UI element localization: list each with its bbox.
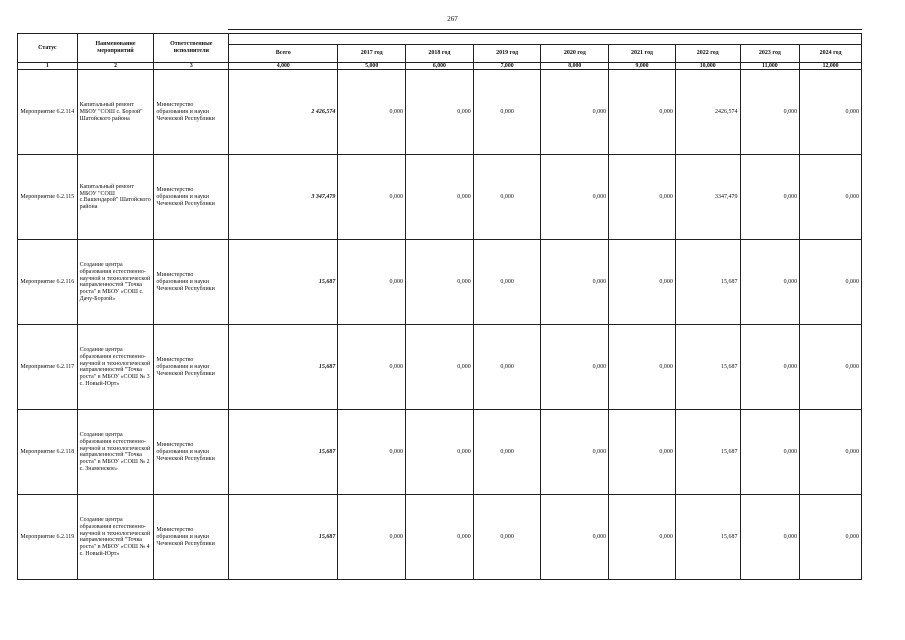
total-cell: 2 426,574	[229, 70, 338, 155]
year-value-cell: 0,000	[473, 240, 541, 325]
header-top-rule	[228, 29, 862, 30]
total-cell: 15,687	[229, 410, 338, 495]
year-value-cell: 0,000	[800, 495, 862, 580]
column-number: 8,000	[541, 63, 609, 70]
year-value-cell: 0,000	[406, 495, 474, 580]
table-row	[18, 70, 862, 155]
year-value-cell: 0,000	[338, 240, 406, 325]
year-value-cell: 15,687	[675, 495, 740, 580]
year-value-cell: 0,000	[473, 410, 541, 495]
status-cell: Мероприятие 6.2.116	[18, 240, 78, 325]
column-number: 12,000	[800, 63, 862, 70]
year-value-cell: 0,000	[406, 325, 474, 410]
event-name-cell: Создание центра образования естественно-научной и технологической направленностей "Точка роста" в МБОУ «СОШ с. Дачу-Борзой»	[77, 240, 154, 325]
table-row	[18, 410, 862, 495]
header-funding-group	[229, 34, 862, 45]
year-value-cell: 0,000	[800, 155, 862, 240]
header-name: Наименование мероприятий	[77, 34, 154, 63]
status-cell: Мероприятие 6.2.115	[18, 155, 78, 240]
year-value-cell: 0,000	[740, 410, 800, 495]
year-value-cell: 0,000	[740, 325, 800, 410]
column-number: 5,000	[338, 63, 406, 70]
column-number: 1	[18, 63, 78, 70]
year-value-cell: 0,000	[541, 325, 609, 410]
responsible-cell: Министерство образования и науки Чеченской Республики	[154, 410, 229, 495]
header-year: 2021 год	[609, 45, 676, 63]
column-number: 6,000	[406, 63, 474, 70]
header-responsible: Ответственные исполнители	[154, 34, 229, 63]
year-value-cell: 0,000	[800, 325, 862, 410]
year-value-cell: 0,000	[609, 240, 676, 325]
total-cell: 15,687	[229, 325, 338, 410]
table-row	[18, 240, 862, 325]
column-number: 3	[154, 63, 229, 70]
year-value-cell: 2426,574	[675, 70, 740, 155]
header-year: 2018 год	[406, 45, 474, 63]
year-value-cell: 0,000	[338, 325, 406, 410]
total-cell: 15,687	[229, 495, 338, 580]
column-numbers-row	[18, 63, 862, 70]
year-value-cell: 0,000	[406, 155, 474, 240]
event-name-cell: Капитальный ремонт МБОУ "СОШ с.Вашендарой" Шатойского района	[77, 155, 154, 240]
year-value-cell: 0,000	[800, 410, 862, 495]
total-cell: 15,687	[229, 240, 338, 325]
status-cell: Мероприятие 6.2.114	[18, 70, 78, 155]
year-value-cell: 0,000	[338, 410, 406, 495]
page-number: 267	[447, 15, 458, 23]
column-number: 9,000	[609, 63, 676, 70]
event-name-cell: Создание центра образования естественно-научной и технологической направленностей "Точка роста" в МБОУ «СОШ № 2 с. Знаменское»	[77, 410, 154, 495]
header-year: 2022 год	[675, 45, 740, 63]
responsible-cell: Министерство образования и науки Чеченской Республики	[154, 240, 229, 325]
status-cell: Мероприятие 6.2.119	[18, 495, 78, 580]
year-value-cell: 0,000	[473, 70, 541, 155]
table-header	[18, 34, 862, 63]
table-row	[18, 325, 862, 410]
responsible-cell: Министерство образования и науки Чеченской Республики	[154, 495, 229, 580]
event-name-cell: Создание центра образования естественно-научной и технологической направленностей "Точка роста" в МБОУ «СОШ № 3 с. Новый-Юрт»	[77, 325, 154, 410]
column-number: 10,000	[675, 63, 740, 70]
year-value-cell: 0,000	[541, 240, 609, 325]
budget-table	[17, 33, 862, 580]
responsible-cell: Министерство образования и науки Чеченской Республики	[154, 70, 229, 155]
table-row	[18, 155, 862, 240]
table-body	[18, 63, 862, 580]
year-value-cell: 0,000	[406, 410, 474, 495]
year-value-cell: 0,000	[541, 70, 609, 155]
year-value-cell: 0,000	[740, 495, 800, 580]
column-number: 11,000	[740, 63, 800, 70]
year-value-cell: 0,000	[406, 70, 474, 155]
year-value-cell: 0,000	[473, 155, 541, 240]
year-value-cell: 0,000	[609, 325, 676, 410]
year-value-cell: 0,000	[338, 155, 406, 240]
year-value-cell: 0,000	[406, 240, 474, 325]
header-year: 2023 год	[740, 45, 800, 63]
event-name-cell: Создание центра образования естественно-научной и технологической направленностей "Точка роста" в МБОУ «СОШ № 4 с. Новый-Юрт»	[77, 495, 154, 580]
header-total: Всего	[229, 45, 338, 63]
responsible-cell: Министерство образования и науки Чеченской Республики	[154, 155, 229, 240]
year-value-cell: 0,000	[609, 155, 676, 240]
header-status: Статус	[18, 34, 78, 63]
year-value-cell: 0,000	[740, 240, 800, 325]
year-value-cell: 0,000	[338, 70, 406, 155]
year-value-cell: 0,000	[800, 70, 862, 155]
responsible-cell: Министерство образования и науки Чеченской Республики	[154, 325, 229, 410]
year-value-cell: 0,000	[740, 155, 800, 240]
year-value-cell: 0,000	[800, 240, 862, 325]
table-row	[18, 495, 862, 580]
header-year: 2019 год	[473, 45, 541, 63]
year-value-cell: 15,687	[675, 240, 740, 325]
status-cell: Мероприятие 6.2.118	[18, 410, 78, 495]
year-value-cell: 0,000	[473, 325, 541, 410]
column-number: 2	[77, 63, 154, 70]
year-value-cell: 0,000	[609, 495, 676, 580]
year-value-cell: 0,000	[609, 70, 676, 155]
total-cell: 3 347,479	[229, 155, 338, 240]
year-value-cell: 3347,479	[675, 155, 740, 240]
year-value-cell: 0,000	[541, 155, 609, 240]
status-cell: Мероприятие 6.2.117	[18, 325, 78, 410]
header-year: 2017 год	[338, 45, 406, 63]
year-value-cell: 0,000	[541, 410, 609, 495]
year-value-cell: 15,687	[675, 325, 740, 410]
column-number: 7,000	[473, 63, 541, 70]
year-value-cell: 15,687	[675, 410, 740, 495]
column-number: 4,000	[229, 63, 338, 70]
year-value-cell: 0,000	[740, 70, 800, 155]
year-value-cell: 0,000	[541, 495, 609, 580]
year-value-cell: 0,000	[473, 495, 541, 580]
header-year: 2020 год	[541, 45, 609, 63]
header-year: 2024 год	[800, 45, 862, 63]
year-value-cell: 0,000	[609, 410, 676, 495]
event-name-cell: Капитальный ремонт МБОУ "СОШ с. Борзой" Шатойского района	[77, 70, 154, 155]
year-value-cell: 0,000	[338, 495, 406, 580]
